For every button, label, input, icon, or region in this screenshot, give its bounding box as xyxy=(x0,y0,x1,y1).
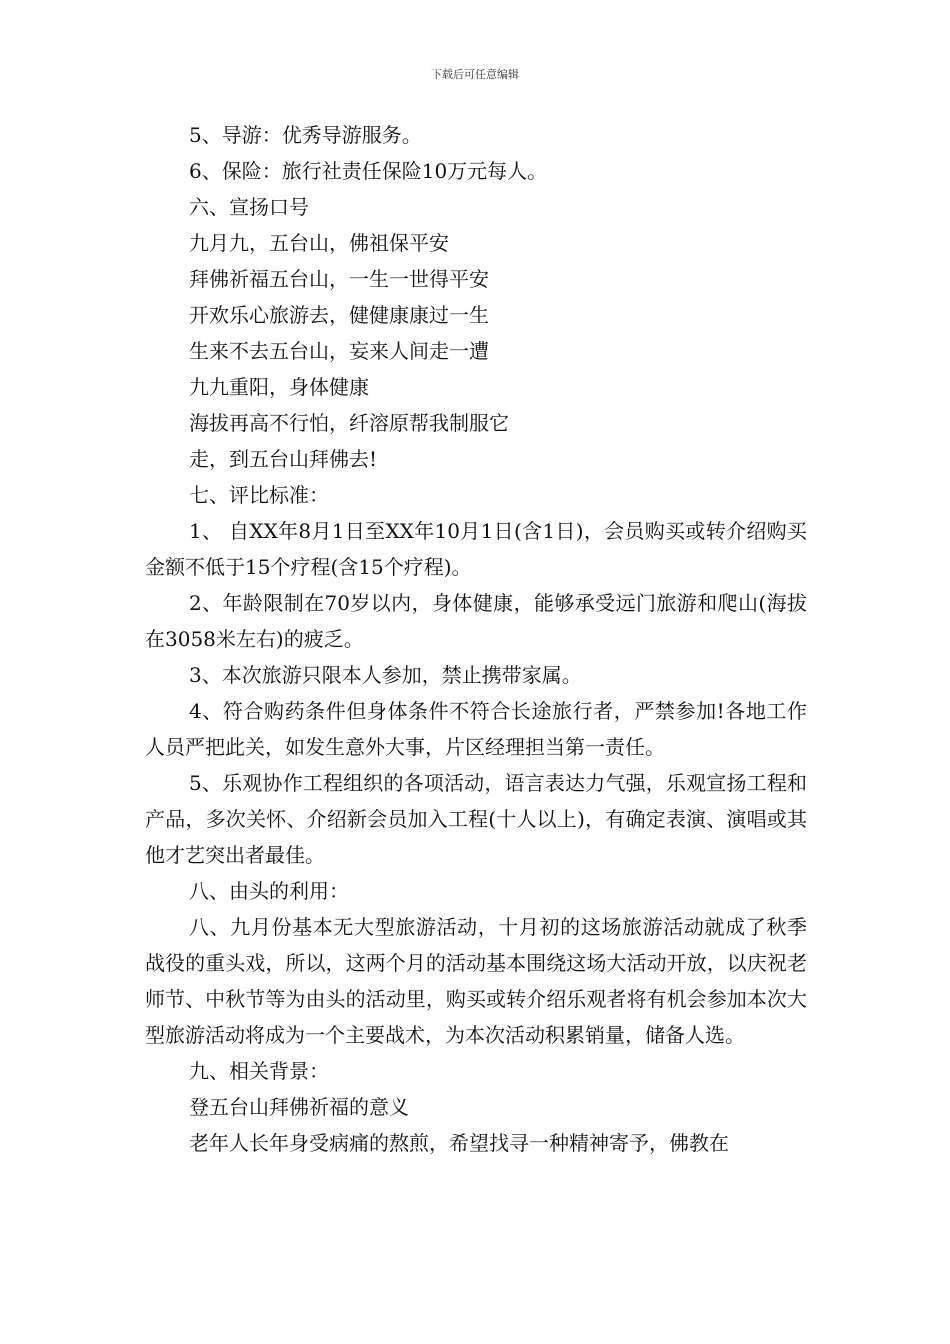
pretext-paragraph: 八、九月份基本无大型旅游活动，十月初的这场旅游活动就成了秋季战役的重头戏，所以，这两个月的活动基本围绕这场大活动开放，以庆祝老师节、中秋节等为由头的活动里，购买或转介绍乐观者将有机会参加本次大型旅游活动将成为一个主要战术，为本次活动积累销量，储备人选。 xyxy=(145,915,807,1047)
slogan-line: 九月九，五台山，佛祖保平安 xyxy=(189,231,449,255)
list-item-guide: 5、导游：优秀导游服务。 xyxy=(189,123,422,147)
criteria-item-5: 5、乐观协作工程组织的各项活动，语言表达力气强，乐观宣扬工程和产品，多次关怀、介绍新会员加入工程(十人以上)，有确定表演、演唱或其他才艺突出者最佳。 xyxy=(145,771,807,867)
slogan-line: 走，到五台山拜佛去! xyxy=(189,447,378,471)
section-heading-background: 九、相关背景： xyxy=(189,1059,329,1083)
slogan-line: 海拔再高不行怕，纤溶原帮我制服它 xyxy=(189,411,509,435)
criteria-item-1: 1、 自XX年8月1日至XX年10月1日(含1日)，会员购买或转介绍购买金额不低于15个疗程(含15个疗程)。 xyxy=(145,519,807,579)
section-heading-slogan: 六、宣扬口号 xyxy=(189,195,309,219)
criteria-item-3: 3、本次旅游只限本人参加，禁止携带家属。 xyxy=(189,663,582,687)
slogan-line: 九九重阳，身体健康 xyxy=(189,375,369,399)
criteria-item-4: 4、符合购药条件但身体条件不符合长途旅行者，严禁参加!各地工作人员严把此关，如发生意外大事，片区经理担当第一责任。 xyxy=(145,699,807,759)
list-item-insurance: 6、保险：旅行社责任保险10万元每人。 xyxy=(189,159,548,183)
section-heading-criteria: 七、评比标准： xyxy=(189,483,329,507)
section-heading-pretext: 八、由头的利用： xyxy=(189,879,349,903)
slogan-line: 拜佛祈福五台山，一生一世得平安 xyxy=(189,267,489,291)
slogan-line: 开欢乐心旅游去，健健康康过一生 xyxy=(189,303,489,327)
document-body xyxy=(145,117,807,1161)
background-paragraph: 老年人长年身受病痛的熬煎，希望找寻一种精神寄予，佛教在 xyxy=(189,1131,729,1155)
criteria-item-2: 2、年龄限制在70岁以内，身体健康，能够承受远门旅游和爬山(海拔在3058米左右)的疲乏。 xyxy=(145,591,807,651)
subheading-meaning: 登五台山拜佛祈福的意义 xyxy=(189,1095,409,1119)
page-header: 下载后可任意编辑 xyxy=(431,68,519,81)
slogan-line: 生来不去五台山，妄来人间走一遭 xyxy=(189,339,489,363)
